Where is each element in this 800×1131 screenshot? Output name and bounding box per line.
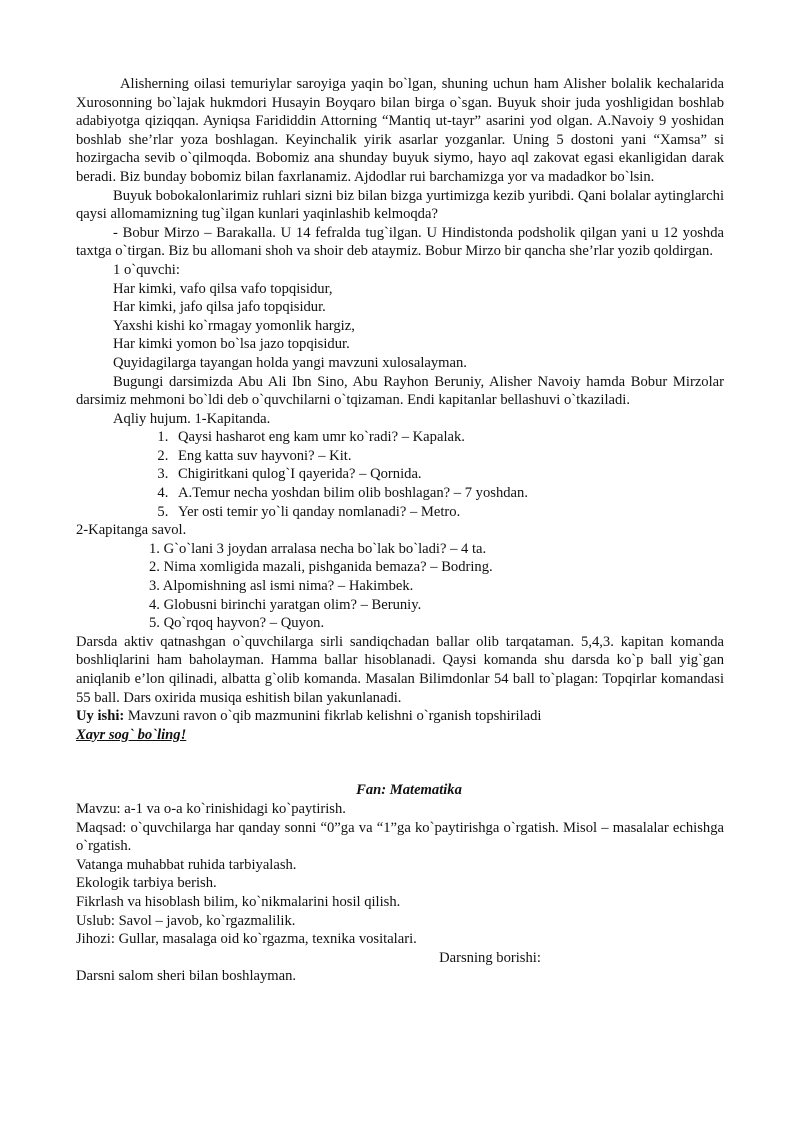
captain1-title: Aqliy hujum. 1-Kapitanda. (113, 410, 271, 427)
list-item: 3. Alpomishning asl ismi nima? – Hakimbek. (149, 578, 414, 595)
farewell-text: Xayr sog` bo`ling! (76, 726, 187, 743)
list-item: 4. Globusni birinchi yaratgan olim? – Beruniy. (149, 596, 422, 613)
captain1-questions (76, 428, 724, 521)
pupil-label: 1 o`quvchi: (113, 261, 180, 278)
paragraph-guests: Bugungi darsimizda Abu Ali Ibn Sino, Abu Rayhon Beruniy, Alisher Navoiy hamda Bobur Mirzolar darsimiz mehmoni bo`ldi deb o`quvchilarni o`tqizaman. Endi kapitanlar bellashuvi o`tkaziladi. (76, 373, 724, 409)
paragraph-babur: - Bobur Mirzo – Barakalla. U 14 fefralda tug`ilgan. U Hindistonda podsholik qilgan yani u 12 yoshda taxtga o`tirgan. Biz bu allomani shoh va shoir deb ataymiz. Bobur Mirzo bir qancha she’rlar yozib qoldirgan. (76, 224, 724, 260)
list-item: 1. Qaysi hasharot eng kam umr ko`radi? – Kapalak. (172, 428, 724, 447)
list-item: 2. Nima xomligida mazali, pishganida bemaza? – Bodring. (149, 559, 493, 576)
homework-text: Mavzuni ravon o`qib mazmunini fikrlab kelishni o`rganish topshiriladi (124, 708, 542, 725)
lesson-line: Uslub: Savol – javob, ko`rgazmalilik. (76, 912, 296, 929)
homework-label: Uy ishi: (76, 708, 125, 725)
section-gap (76, 744, 724, 781)
progress-title: Darsning borishi: (439, 949, 541, 966)
lesson-line: Jihozi: Gullar, masalaga oid ko`rgazma, texnika vositalari. (76, 931, 417, 948)
poem-line: Har kimki, jafo qilsa jafo topqisidur. (113, 299, 326, 316)
list-item: 3. Chigiritkani qulog`I qayerida? – Qornida. (172, 465, 724, 484)
lesson-start: Darsni salom sheri bilan boshlayman. (76, 968, 297, 985)
captain2-title: 2-Kapitanga savol. (76, 522, 187, 539)
poem-line: Har kimki yomon bo`lsa jazo topqisidur. (113, 336, 350, 353)
list-item: 5. Yer osti temir yo`li qanday nomlanadi? – Metro. (172, 503, 724, 522)
list-item: 4. A.Temur necha yoshdan bilim olib boshlagan? – 7 yoshdan. (172, 484, 724, 503)
poem (76, 280, 724, 354)
lesson-line: Ekologik tarbiya berish. (76, 875, 217, 892)
lesson-line: Fikrlash va hisoblash bilim, ko`nikmalarini hosil qilish. (76, 893, 401, 910)
list-item: 5. Qo`rqoq hayvon? – Quyon. (149, 615, 325, 632)
paragraph-scores: Darsda aktiv qatnashgan o`quvchilarga sirli sandiqchadan ballar olib tarqataman. 5,4,3. kapitan komanda boshliqlarini ham baholayman. Hamma ballar hisoblanadi. Qaysi komanda shu darsda ko`p ball yig`gan aniqlanib e’lon qilinadi, albatta g`olib komanda. Masalan Bilimdonlar 54 ball to`plagan: Topqirlar komandasi 55 ball. Dars oxirida musiqa eshitish bilan yakunlanadi. (76, 633, 724, 706)
paragraph-ancestors: Buyuk bobokalonlarimiz ruhlari sizni biz bilan bizga yurtimizga kezib yuribdi. Qani bolalar aytinglarchi qaysi allomamizning tug`ilgan kunlari yaqinlashib kelmoqda? (76, 187, 724, 223)
homework (76, 707, 724, 726)
lesson-line: Maqsad: o`quvchilarga har qanday sonni “0”ga va “1”ga ko`paytirishga o`rgatish. Misol – masalalar echishga o`rgatish. (76, 819, 724, 855)
poem-line: Yaxshi kishi ko`rmagay yomonlik hargiz, (113, 317, 355, 334)
lesson-line: Mavzu: a-1 va o-a ko`rinishidagi ko`paytirish. (76, 800, 346, 817)
subject-title: Fan: Matematika (356, 782, 462, 799)
paragraph-alisher-family: Alisherning oilasi temuriylar saroyiga yaqin bo`lgan, shuning uchun ham Alisher bolalik kechalarida Xurosonning bo`lajak hukmdori Husayin Boyqaro bilan birga o`sgan. Buyuk shoir juda yoshligidan boshlab adabiyotga qiziqqan. Ayniqsa Farididdin Attorning “Mantiq ut-tayr” asarini yod olgan. A.Navoiy 9 yoshidan boshlab she’rlar yoza boshlagan. Keyinchalik yirik asarlar yozganlar. Uning 5 dostoni yani “Xamsa” si hozirgacha sevib o`qilmoqda. Bobomiz ana shunday buyuk siymo, hayo aql zakovat egasi ekanligidan darak beradi. Biz bunday bobomiz bilan faxrlanamiz. Ajdodlar rui barchamizga yor va madadkor bo`lsin. (76, 76, 724, 185)
list-item: 1. G`o`lani 3 joydan arralasa necha bo`lak bo`ladi? – 4 ta. (149, 540, 487, 557)
farewell (76, 726, 724, 745)
lesson-line: Vatanga muhabbat ruhida tarbiyalash. (76, 856, 297, 873)
paragraph-summary: Quyidagilarga tayangan holda yangi mavzuni xulosalayman. (113, 354, 467, 371)
poem-line: Har kimki, vafo qilsa vafo topqisidur, (113, 280, 333, 297)
list-item: 2. Eng katta suv hayvoni? – Kit. (172, 447, 724, 466)
captain2-questions (76, 540, 724, 633)
